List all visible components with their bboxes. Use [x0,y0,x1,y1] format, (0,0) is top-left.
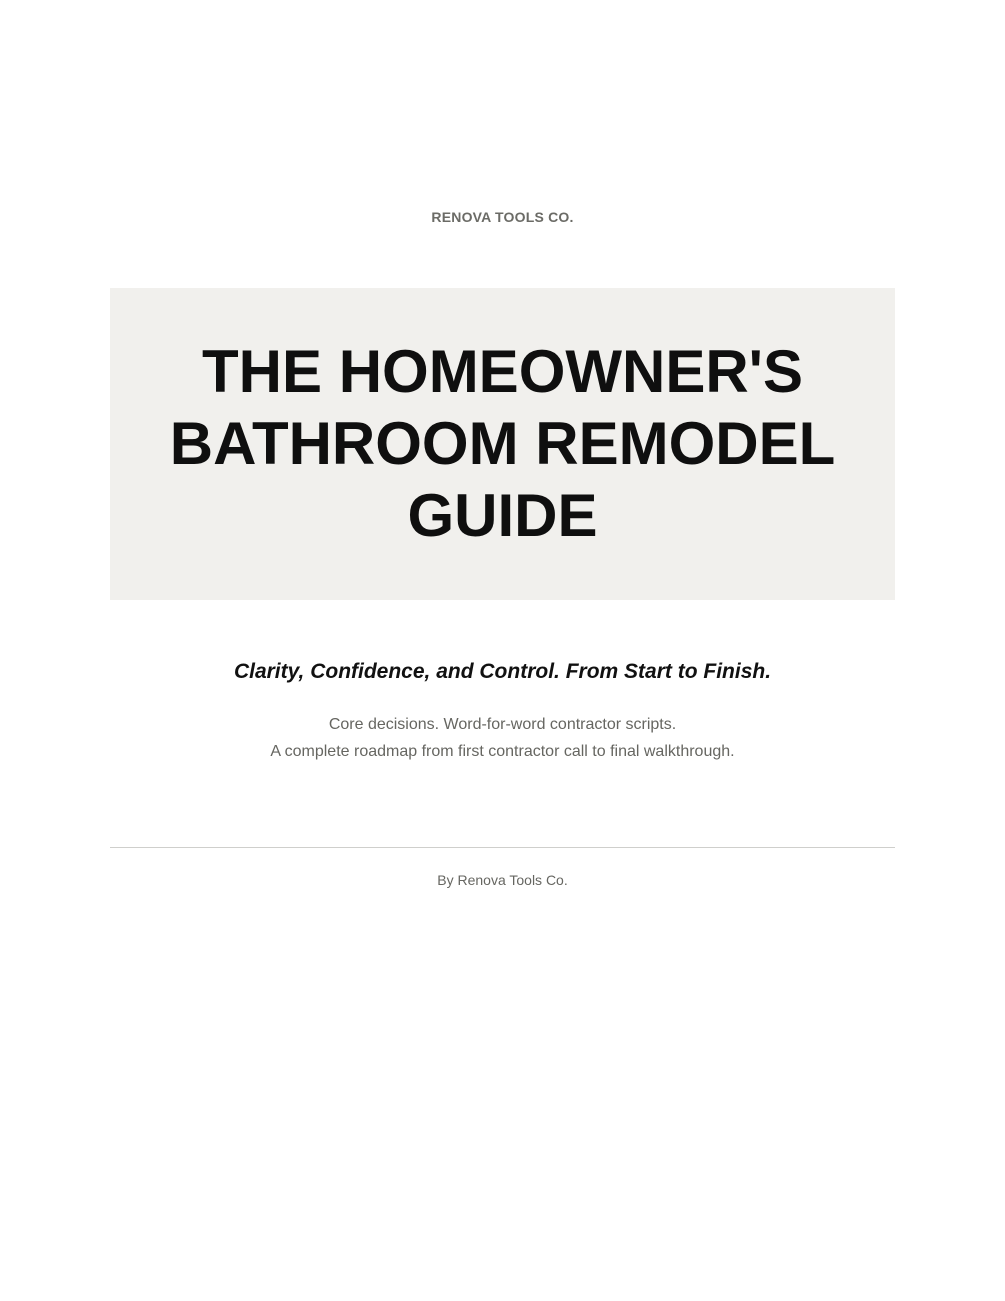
title-line-1: THE HOMEOWNER'S [202,338,803,405]
tagline: Clarity, Confidence, and Control. From Start to Finish. [233,660,772,683]
title-block [110,288,895,600]
byline: By Renova Tools Co. [437,872,568,888]
title-line-2: BATHROOM REMODEL [169,410,836,477]
title-line-3: GUIDE [407,482,598,549]
brand-name: RENOVA TOOLS CO. [431,209,574,225]
description-line-1: Core decisions. Word-for-word contractor scripts. [328,716,677,733]
divider [110,847,895,848]
description-line-2: A complete roadmap from first contractor call to final walkthrough. [270,743,735,760]
